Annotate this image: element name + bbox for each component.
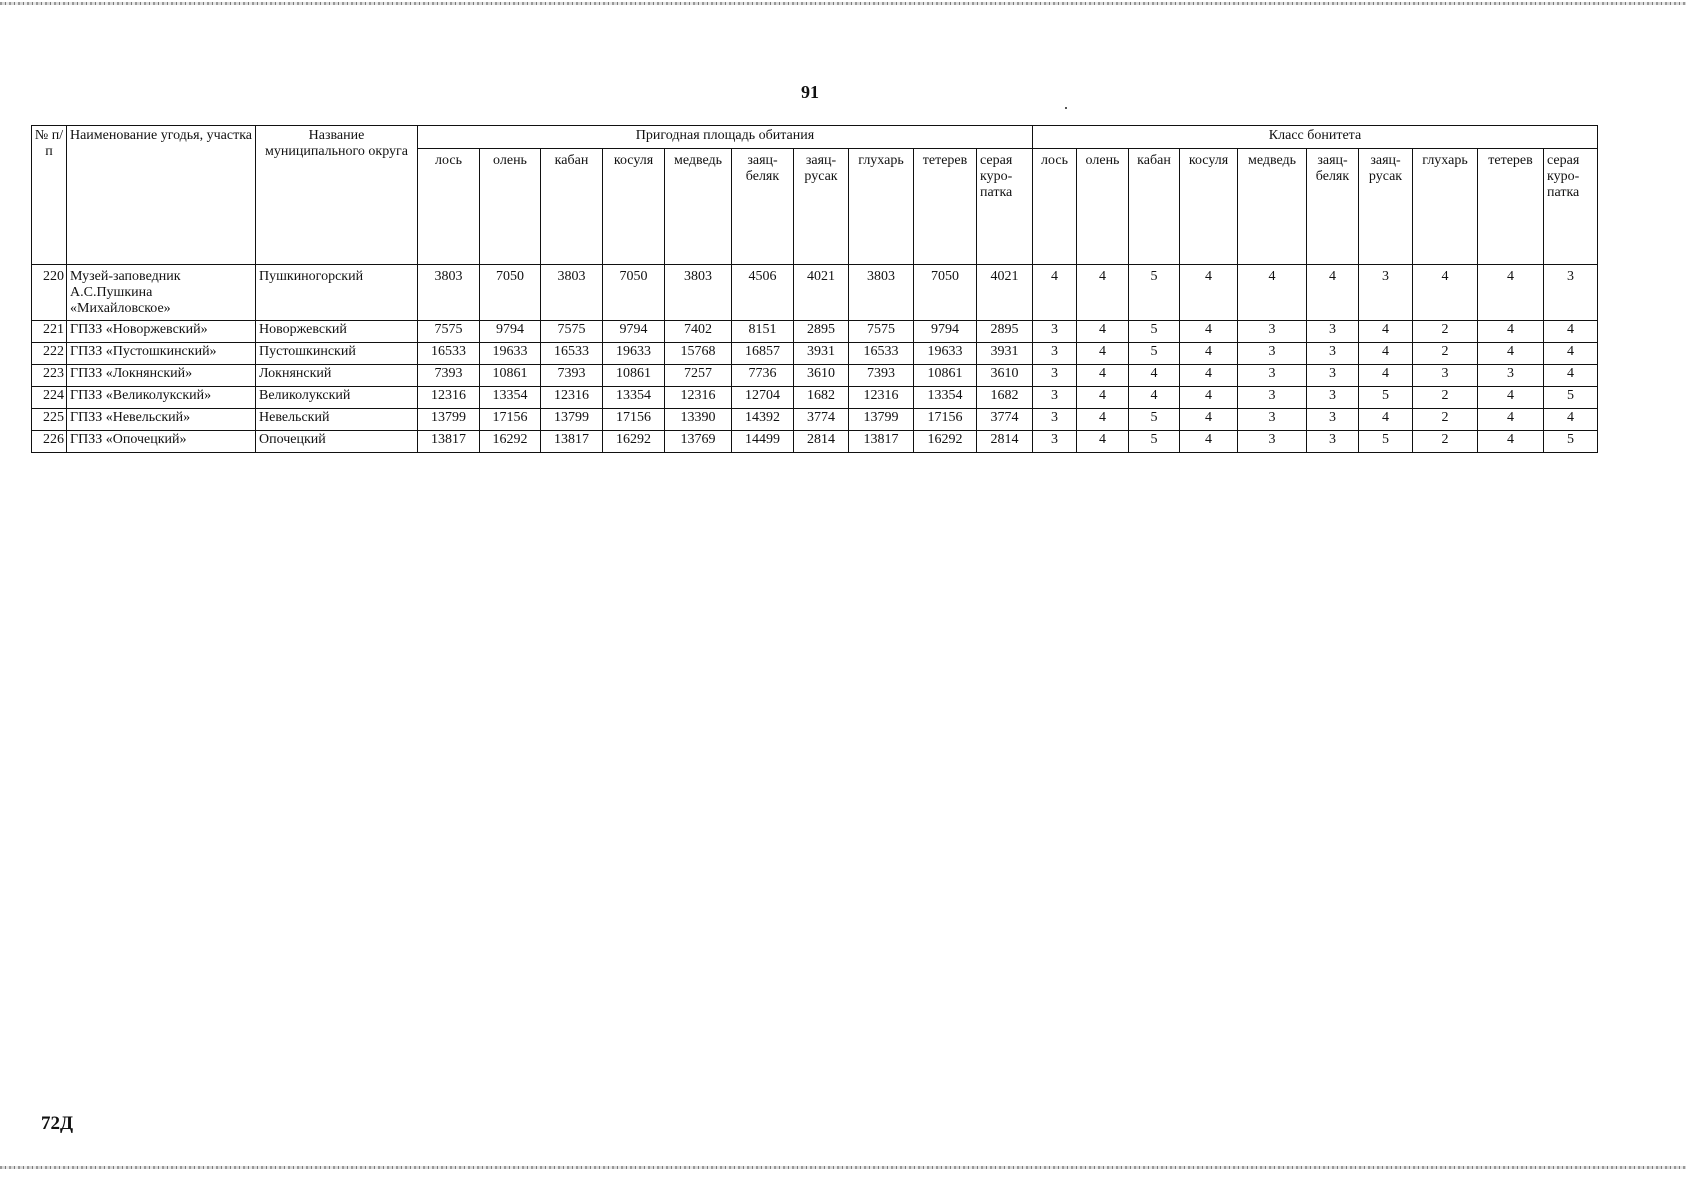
class-cell: 4 (1238, 265, 1307, 321)
class-cell: 4 (1307, 265, 1359, 321)
class-cell: 4 (1180, 431, 1238, 453)
class-cell: 3 (1238, 365, 1307, 387)
class-cell: 4 (1478, 387, 1544, 409)
area-cell: 2895 (794, 321, 849, 343)
row-index: 222 (32, 343, 67, 365)
area-cell: 16857 (732, 343, 794, 365)
class-cell: 3 (1307, 321, 1359, 343)
area-cell: 1682 (794, 387, 849, 409)
class-cell: 4 (1077, 321, 1129, 343)
row-index: 223 (32, 365, 67, 387)
class-cell: 2 (1413, 321, 1478, 343)
area-cell: 7575 (541, 321, 603, 343)
scan-speck (1065, 107, 1067, 109)
row-index: 220 (32, 265, 67, 321)
header-group-row (32, 126, 1598, 149)
header-name: Наименование угодья, участка (67, 126, 256, 265)
class-cell: 5 (1544, 431, 1598, 453)
table-row (32, 409, 1598, 431)
header-area-species: медведь (665, 149, 732, 265)
area-cell: 3803 (418, 265, 480, 321)
area-cell: 13354 (914, 387, 977, 409)
area-cell: 13354 (603, 387, 665, 409)
class-cell: 3 (1544, 265, 1598, 321)
class-cell: 4 (1077, 265, 1129, 321)
class-cell: 3 (1238, 343, 1307, 365)
class-cell: 4 (1359, 343, 1413, 365)
table-row (32, 431, 1598, 453)
class-cell: 4 (1544, 365, 1598, 387)
row-name: ГПЗЗ «Невельский» (67, 409, 256, 431)
table-row (32, 387, 1598, 409)
row-district: Пушкиногорский (256, 265, 418, 321)
row-district: Великолукский (256, 387, 418, 409)
class-cell: 3 (1307, 387, 1359, 409)
header-area-species: заяц-беляк (732, 149, 794, 265)
header-class-species: косуля (1180, 149, 1238, 265)
area-cell: 17156 (914, 409, 977, 431)
footer-code: 72Д (41, 1113, 74, 1134)
header-area-species: заяц-русак (794, 149, 849, 265)
area-cell: 13817 (541, 431, 603, 453)
class-cell: 3 (1033, 321, 1077, 343)
class-cell: 3 (1033, 387, 1077, 409)
area-cell: 4021 (794, 265, 849, 321)
area-cell: 16292 (914, 431, 977, 453)
header-class-species: серая куро-патка (1544, 149, 1598, 265)
header-class-species: заяц-беляк (1307, 149, 1359, 265)
class-cell: 3 (1238, 387, 1307, 409)
area-cell: 17156 (603, 409, 665, 431)
area-cell: 13390 (665, 409, 732, 431)
header-index: № п/п (32, 126, 67, 265)
class-cell: 2 (1413, 387, 1478, 409)
area-cell: 12704 (732, 387, 794, 409)
class-cell: 3 (1238, 321, 1307, 343)
area-cell: 1682 (977, 387, 1033, 409)
class-cell: 3 (1307, 431, 1359, 453)
class-cell: 4 (1478, 409, 1544, 431)
area-cell: 19633 (914, 343, 977, 365)
header-class-species: тетерев (1478, 149, 1544, 265)
table-body (32, 265, 1598, 453)
area-cell: 16533 (541, 343, 603, 365)
class-cell: 5 (1129, 265, 1180, 321)
area-cell: 13817 (849, 431, 914, 453)
area-cell: 15768 (665, 343, 732, 365)
table-row (32, 343, 1598, 365)
header-area-species: тетерев (914, 149, 977, 265)
header-district: Название муниципального округа (256, 126, 418, 265)
area-cell: 3774 (794, 409, 849, 431)
area-cell: 7575 (418, 321, 480, 343)
scan-edge-bottom (0, 1166, 1686, 1169)
area-cell: 7050 (603, 265, 665, 321)
area-cell: 2895 (977, 321, 1033, 343)
row-name: ГПЗЗ «Новоржевский» (67, 321, 256, 343)
header-area-species: олень (480, 149, 541, 265)
row-name: ГПЗЗ «Опочецкий» (67, 431, 256, 453)
class-cell: 4 (1478, 343, 1544, 365)
page-number: 91 (801, 82, 819, 102)
area-cell: 7402 (665, 321, 732, 343)
class-cell: 4 (1478, 321, 1544, 343)
header-group-area: Пригодная площадь обитания (418, 126, 1033, 149)
class-cell: 5 (1129, 409, 1180, 431)
class-cell: 5 (1129, 431, 1180, 453)
class-cell: 4 (1359, 321, 1413, 343)
class-cell: 3 (1359, 265, 1413, 321)
header-area-species: серая куро-патка (977, 149, 1033, 265)
class-cell: 2 (1413, 343, 1478, 365)
row-name: ГПЗЗ «Великолукский» (67, 387, 256, 409)
area-cell: 12316 (418, 387, 480, 409)
header-area-species: глухарь (849, 149, 914, 265)
header-class-species: лось (1033, 149, 1077, 265)
class-cell: 4 (1180, 387, 1238, 409)
table-row (32, 365, 1598, 387)
area-cell: 7393 (541, 365, 603, 387)
area-cell: 9794 (480, 321, 541, 343)
area-cell: 3931 (977, 343, 1033, 365)
habitat-table (31, 125, 1598, 453)
class-cell: 4 (1180, 265, 1238, 321)
class-cell: 4 (1077, 431, 1129, 453)
area-cell: 2814 (977, 431, 1033, 453)
header-class-species: кабан (1129, 149, 1180, 265)
class-cell: 4 (1077, 387, 1129, 409)
class-cell: 3 (1238, 431, 1307, 453)
area-cell: 7050 (914, 265, 977, 321)
area-cell: 9794 (914, 321, 977, 343)
class-cell: 3 (1238, 409, 1307, 431)
class-cell: 4 (1413, 265, 1478, 321)
area-cell: 7393 (418, 365, 480, 387)
area-cell: 13817 (418, 431, 480, 453)
header-group-class: Класс бонитета (1033, 126, 1598, 149)
area-cell: 10861 (480, 365, 541, 387)
row-name: Музей-заповедник А.С.Пушкина «Михайловское» (67, 265, 256, 321)
area-cell: 12316 (541, 387, 603, 409)
row-district: Невельский (256, 409, 418, 431)
class-cell: 4 (1544, 343, 1598, 365)
area-cell: 3610 (977, 365, 1033, 387)
area-cell: 14499 (732, 431, 794, 453)
class-cell: 4 (1180, 409, 1238, 431)
class-cell: 3 (1478, 365, 1544, 387)
class-cell: 3 (1033, 431, 1077, 453)
class-cell: 4 (1359, 409, 1413, 431)
area-cell: 16292 (603, 431, 665, 453)
area-cell: 19633 (480, 343, 541, 365)
area-cell: 7050 (480, 265, 541, 321)
class-cell: 5 (1129, 343, 1180, 365)
class-cell: 3 (1307, 365, 1359, 387)
area-cell: 2814 (794, 431, 849, 453)
header-class-species: олень (1077, 149, 1129, 265)
class-cell: 3 (1033, 365, 1077, 387)
area-cell: 14392 (732, 409, 794, 431)
row-name: ГПЗЗ «Локнянский» (67, 365, 256, 387)
class-cell: 4 (1129, 365, 1180, 387)
class-cell: 5 (1129, 321, 1180, 343)
area-cell: 7257 (665, 365, 732, 387)
area-cell: 4506 (732, 265, 794, 321)
area-cell: 4021 (977, 265, 1033, 321)
area-cell: 13799 (849, 409, 914, 431)
class-cell: 4 (1077, 409, 1129, 431)
header-class-species: заяц-русак (1359, 149, 1413, 265)
class-cell: 4 (1077, 365, 1129, 387)
class-cell: 4 (1180, 321, 1238, 343)
class-cell: 5 (1359, 431, 1413, 453)
class-cell: 4 (1033, 265, 1077, 321)
row-index: 225 (32, 409, 67, 431)
header-area-species: косуля (603, 149, 665, 265)
row-district: Локнянский (256, 365, 418, 387)
area-cell: 7393 (849, 365, 914, 387)
row-district: Новоржевский (256, 321, 418, 343)
row-name: ГПЗЗ «Пустошкинский» (67, 343, 256, 365)
class-cell: 4 (1478, 265, 1544, 321)
header-area-species: лось (418, 149, 480, 265)
row-district: Пустошкинский (256, 343, 418, 365)
class-cell: 4 (1180, 343, 1238, 365)
area-cell: 13769 (665, 431, 732, 453)
scan-edge-top (0, 2, 1686, 5)
class-cell: 3 (1413, 365, 1478, 387)
class-cell: 4 (1544, 409, 1598, 431)
area-cell: 19633 (603, 343, 665, 365)
header-class-species: глухарь (1413, 149, 1478, 265)
class-cell: 3 (1033, 409, 1077, 431)
area-cell: 12316 (665, 387, 732, 409)
area-cell: 16292 (480, 431, 541, 453)
area-cell: 13799 (541, 409, 603, 431)
area-cell: 17156 (480, 409, 541, 431)
area-cell: 13354 (480, 387, 541, 409)
area-cell: 13799 (418, 409, 480, 431)
header-class-species: медведь (1238, 149, 1307, 265)
area-cell: 3610 (794, 365, 849, 387)
area-cell: 3774 (977, 409, 1033, 431)
class-cell: 2 (1413, 431, 1478, 453)
class-cell: 5 (1359, 387, 1413, 409)
class-cell: 4 (1544, 321, 1598, 343)
header-area-species: кабан (541, 149, 603, 265)
area-cell: 7575 (849, 321, 914, 343)
area-cell: 3931 (794, 343, 849, 365)
area-cell: 3803 (849, 265, 914, 321)
row-index: 226 (32, 431, 67, 453)
row-index: 221 (32, 321, 67, 343)
row-district: Опочецкий (256, 431, 418, 453)
area-cell: 7736 (732, 365, 794, 387)
class-cell: 2 (1413, 409, 1478, 431)
class-cell: 5 (1544, 387, 1598, 409)
class-cell: 3 (1033, 343, 1077, 365)
row-index: 224 (32, 387, 67, 409)
area-cell: 9794 (603, 321, 665, 343)
area-cell: 3803 (541, 265, 603, 321)
area-cell: 10861 (603, 365, 665, 387)
area-cell: 16533 (418, 343, 480, 365)
table-row (32, 265, 1598, 321)
table-row (32, 321, 1598, 343)
area-cell: 12316 (849, 387, 914, 409)
class-cell: 4 (1077, 343, 1129, 365)
area-cell: 10861 (914, 365, 977, 387)
area-cell: 3803 (665, 265, 732, 321)
class-cell: 4 (1478, 431, 1544, 453)
class-cell: 4 (1129, 387, 1180, 409)
area-cell: 16533 (849, 343, 914, 365)
class-cell: 3 (1307, 409, 1359, 431)
class-cell: 3 (1307, 343, 1359, 365)
area-cell: 8151 (732, 321, 794, 343)
class-cell: 4 (1359, 365, 1413, 387)
class-cell: 4 (1180, 365, 1238, 387)
